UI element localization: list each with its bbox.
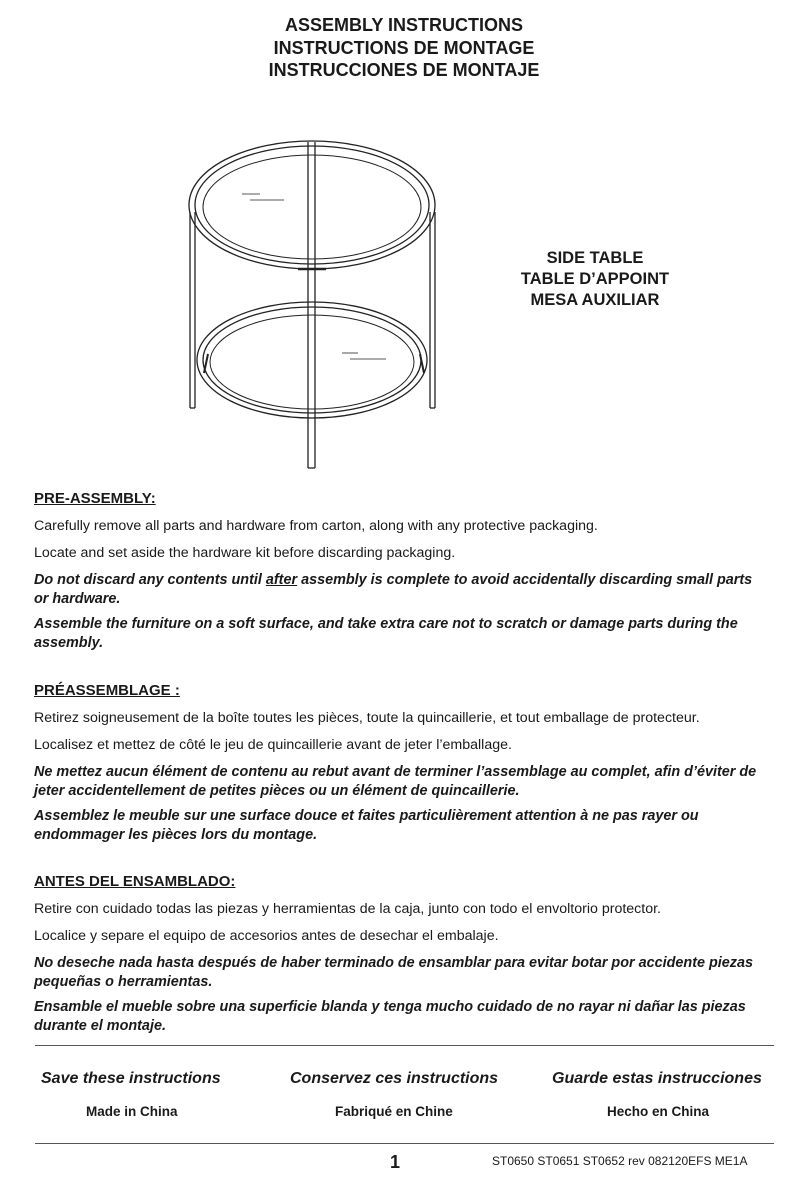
instruction-paragraph: Localice y separe el equipo de accesorios antes de desechar el embalaje. bbox=[34, 928, 499, 944]
divider bbox=[35, 1143, 774, 1144]
made-in-china-french: Fabriqué en Chine bbox=[335, 1104, 453, 1119]
page-number: 1 bbox=[390, 1152, 401, 1172]
document-code: ST0650 ST0651 ST0652 rev 082120EFS ME1A bbox=[492, 1154, 748, 1168]
section-preassemblage bbox=[34, 682, 764, 851]
product-name-french: TABLE D’APPOINT bbox=[520, 270, 670, 288]
product-name bbox=[470, 248, 720, 311]
section-heading: PRÉASSEMBLAGE : bbox=[34, 682, 180, 699]
section-antes-del-ensamblado bbox=[34, 873, 764, 1042]
product-name-spanish: MESA AUXILIAR bbox=[530, 291, 660, 309]
side-table-icon bbox=[180, 128, 450, 476]
emphasis-text: after bbox=[265, 572, 298, 588]
save-instructions-french: Conservez ces instructions bbox=[290, 1070, 499, 1087]
product-name-english: SIDE TABLE bbox=[546, 249, 644, 267]
warning-paragraph: No deseche nada hasta después de haber terminado de ensamblar para evitar botar por accidente piezas pequeñas o herramientas. bbox=[34, 955, 753, 990]
instruction-paragraph: Retirez soigneusement de la boîte toutes les pièces, toute la quincaillerie, et tout emballage de protecteur. bbox=[34, 710, 700, 726]
instruction-paragraph: Retire con cuidado todas las piezas y herramientas de la caja, junto con todo el envoltorio protector. bbox=[34, 901, 661, 917]
warning-paragraph: Assemblez le meuble sur une surface douce et faites particulièrement attention à ne pas rayer ou endommager les pièces lors du montage. bbox=[34, 808, 699, 843]
save-instructions-spanish: Guarde estas instrucciones bbox=[552, 1070, 762, 1087]
instruction-paragraph: Carefully remove all parts and hardware from carton, along with any protective packaging. bbox=[34, 518, 598, 534]
warning-paragraph bbox=[34, 571, 764, 608]
warning-paragraph: Assemble the furniture on a soft surface, and take extra care not to scratch or damage parts during the assembly. bbox=[34, 616, 738, 651]
section-heading: PRE-ASSEMBLY: bbox=[34, 490, 156, 507]
section-heading: ANTES DEL ENSAMBLADO: bbox=[34, 873, 236, 890]
footer-notes bbox=[0, 1070, 808, 1119]
instruction-paragraph: Localisez et mettez de côté le jeu de quincaillerie avant de jeter l’emballage. bbox=[34, 737, 512, 753]
divider bbox=[35, 1045, 774, 1046]
warning-text: Do not discard any contents until bbox=[34, 572, 266, 588]
section-pre-assembly bbox=[34, 490, 764, 659]
title-french: INSTRUCTIONS DE MONTAGE bbox=[273, 37, 535, 58]
title-english: ASSEMBLY INSTRUCTIONS bbox=[284, 15, 524, 35]
warning-paragraph: Ensamble el mueble sobre una superficie blanda y tenga mucho cuidado de no rayar ni dañar las piezas durante el montaje. bbox=[34, 999, 746, 1034]
made-in-china-english: Made in China bbox=[86, 1104, 178, 1119]
warning-paragraph: Ne mettez aucun élément de contenu au rebut avant de terminer l’assemblage au complet, afin d’éviter de jeter accidentellement de petites pièces ou un élément de quincaillerie. bbox=[34, 764, 757, 799]
warning-text: assembly is complete to avoid accidentally discarding small parts or hardware. bbox=[34, 572, 753, 607]
instruction-paragraph: Locate and set aside the hardware kit before discarding packaging. bbox=[34, 545, 456, 561]
save-instructions-english: Save these instructions bbox=[41, 1070, 221, 1087]
title-spanish: INSTRUCCIONES DE MONTAJE bbox=[268, 60, 540, 80]
document-title bbox=[0, 14, 808, 82]
made-in-china-spanish: Hecho en China bbox=[607, 1104, 710, 1119]
